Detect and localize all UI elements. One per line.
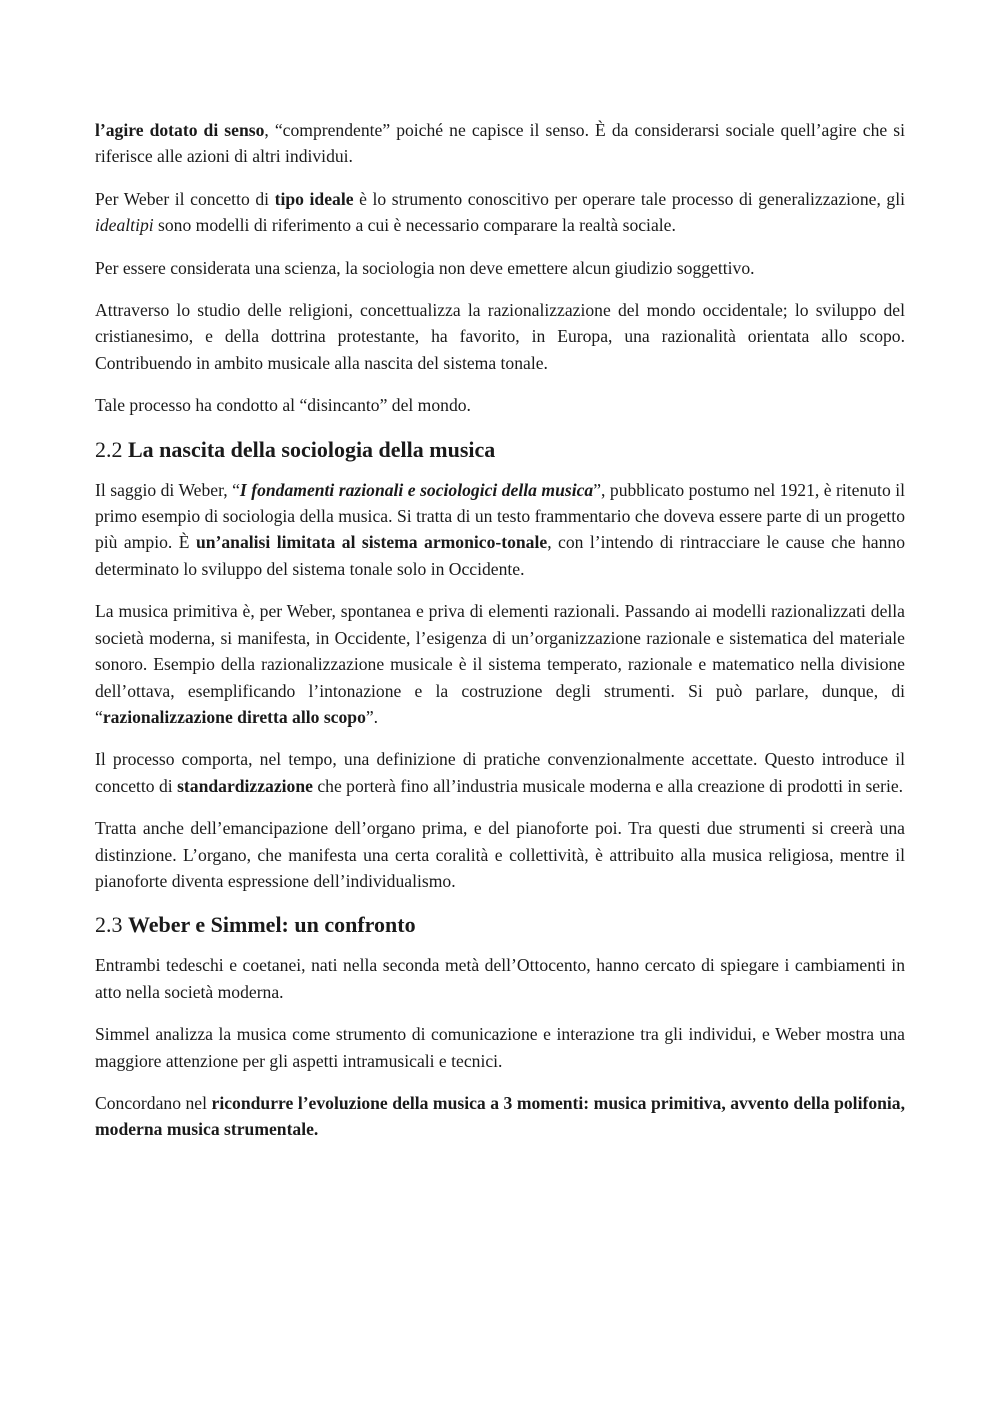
section-heading-2-2: [95, 435, 905, 465]
text-run: Per essere considerata una scienza, la sociologia non deve emettere alcun giudizio soggettivo.: [95, 257, 755, 278]
paragraph-organo-pianoforte: [95, 815, 905, 894]
paragraph-simmel: [95, 1021, 905, 1074]
section-heading-2-3: [95, 910, 905, 940]
text-run: Tratta anche dell’emancipazione dell’organo prima, e del pianoforte poi. Tra questi due strumenti si creerà una distinzione. L’organo, che manifesta una certa coralità e collettività, è attribuito alla musica religiosa, mentre il pianoforte diventa espressione dell’individualismo.: [95, 818, 905, 891]
text-run: Attraverso lo studio delle religioni, concettualizza la razionalizzazione del mondo occidentale; lo sviluppo del cristianesimo, e della dottrina protestante, ha favorito, in Europa, una razionalità orientata allo scopo. Contribuendo in ambito musicale alla nascita del sistema tonale.: [95, 300, 905, 373]
document-page: [95, 117, 905, 1159]
text-run: Il saggio di Weber, “: [95, 479, 240, 500]
text-run: , “comprendente” poiché ne capisce il senso. È da considerarsi sociale quell’agire che si riferisce alle azioni di altri individui.: [95, 120, 906, 167]
italic-text: idealtipi: [95, 215, 154, 236]
bold-text: l’agire dotato di senso: [95, 120, 265, 140]
paragraph-tipo-ideale: [95, 186, 905, 239]
text-run: è lo strumento conoscitivo per operare tale processo di generalizzazione, gli: [353, 188, 906, 209]
text-run: Entrambi tedeschi e coetanei, nati nella seconda metà dell’Ottocento, hanno cercato di spiegare i cambiamenti in atto nella società moderna.: [95, 955, 905, 1002]
section-title: Weber e Simmel: un confronto: [128, 912, 416, 938]
paragraph-scienza: [95, 255, 905, 281]
text-run: Concordano nel: [95, 1092, 212, 1113]
bold-italic-text: I fondamenti razionali e sociologici della musica: [239, 479, 594, 500]
text-run: Per Weber il concetto di: [95, 188, 275, 209]
text-run: Tale processo ha condotto al “disincanto” del mondo.: [95, 395, 471, 416]
section-number: 2.3: [95, 912, 128, 938]
bold-text: razionalizzazione diretta allo scopo: [102, 706, 366, 727]
bold-text: tipo ideale: [274, 188, 354, 209]
paragraph-religioni: [95, 297, 905, 376]
section-number: 2.2: [95, 436, 128, 462]
text-run: Simmel analizza la musica come strumento di comunicazione e interazione tra gli individui, e Weber mostra una maggiore attenzione per gli aspetti intramusicali e tecnici.: [95, 1024, 905, 1071]
text-run: sono modelli di riferimento a cui è necessario comparare la realtà sociale.: [153, 215, 676, 236]
paragraph-agire-sociale: [95, 117, 905, 170]
text-run: La musica primitiva è, per Weber, spontanea e priva di elementi razionali. Passando ai modelli razionalizzati della società moderna, si manifesta, in Occidente, l’esigenza di un’organizzazione razionale e sistematica del materiale sonoro. Esempio della razionalizzazione musicale è il sistema temperato, razionale e matematico nella divisione dell’ottava, esemplificando l’intonazione e la costruzione degli strumenti. Si può parlare, dunque, di “: [95, 601, 905, 727]
paragraph-tedeschi-coetanei: [95, 952, 905, 1005]
bold-text: ricondurre l’evoluzione della musica a 3 momenti: musica primitiva, avvento della polifonia, moderna musica strumentale.: [95, 1092, 905, 1140]
paragraph-disincanto: [95, 392, 905, 418]
text-run: Il processo comporta, nel tempo, una definizione di pratiche convenzionalmente accettate. Questo introduce il concetto di: [95, 749, 905, 796]
bold-text: un’analisi limitata al sistema armonico-tonale: [195, 532, 548, 553]
paragraph-musica-primitiva: [95, 598, 905, 730]
text-run: ”.: [365, 706, 379, 727]
section-title: La nascita della sociologia della musica: [128, 436, 496, 462]
bold-text: standardizzazione: [177, 775, 313, 796]
paragraph-concordano: [95, 1090, 905, 1143]
paragraph-saggio-weber: [95, 477, 905, 583]
paragraph-standardizzazione: [95, 746, 905, 799]
text-run: , con l’intendo di rintracciare le cause che hanno determinato lo sviluppo del sistema tonale solo in Occidente.: [95, 532, 905, 579]
text-run: che porterà fino all’industria musicale moderna e alla creazione di prodotti in serie.: [312, 775, 904, 796]
text-run: ”, pubblicato postumo nel 1921, è ritenuto il primo esempio di sociologia della musica. Si tratta di un testo frammentario che doveva essere parte di un progetto più ampio. È: [95, 479, 905, 553]
